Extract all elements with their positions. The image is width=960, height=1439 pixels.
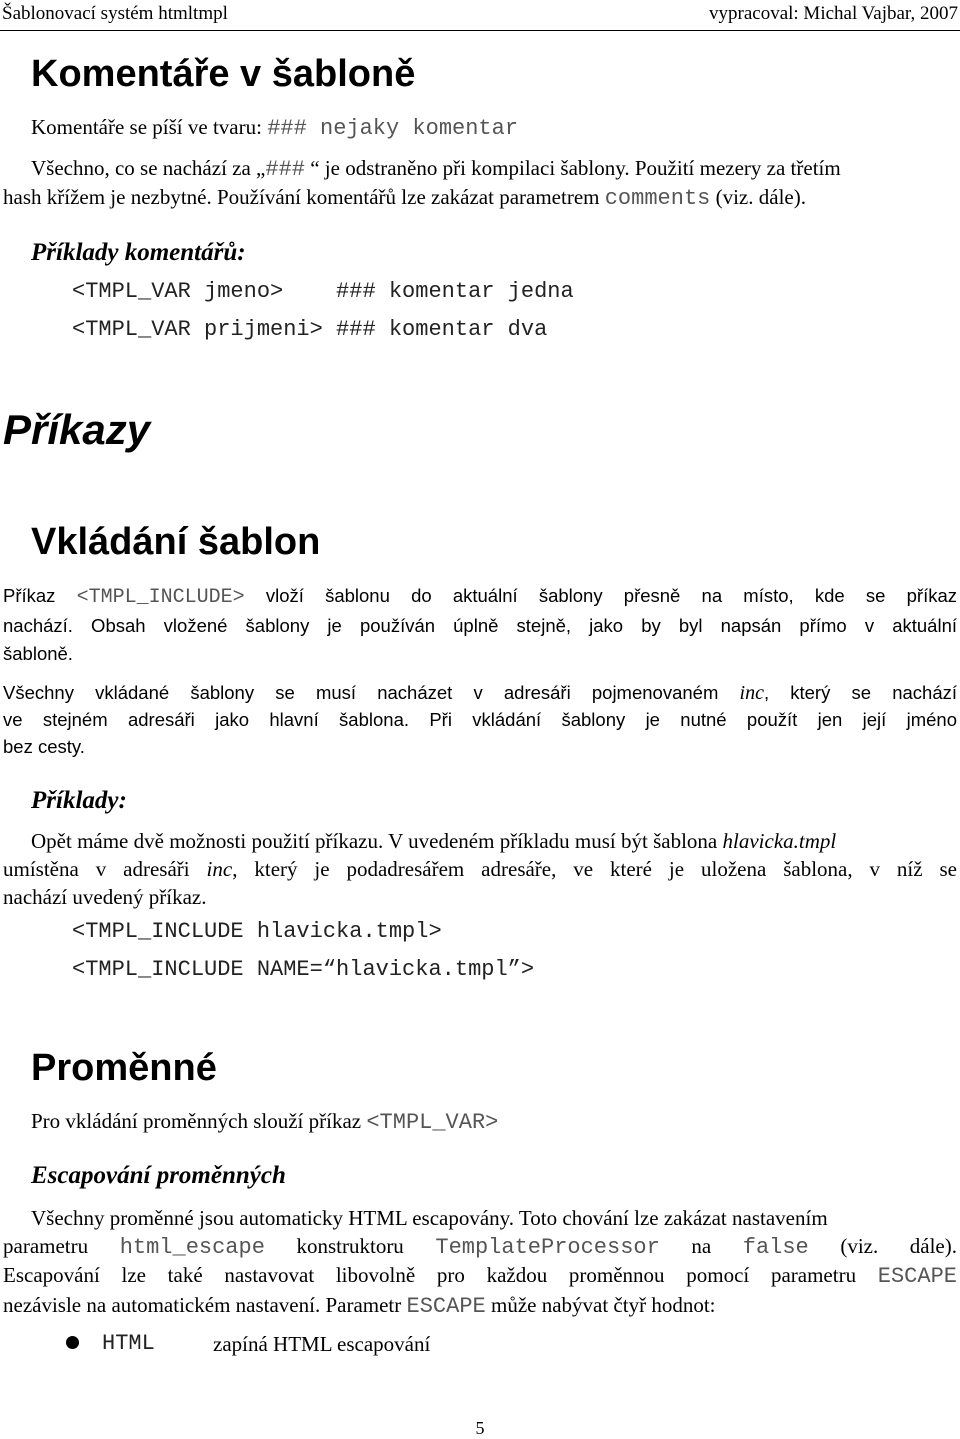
include-paragraph-line-4 <box>3 680 957 706</box>
inline-code: comments <box>604 186 711 211</box>
inline-code: ESCAPE <box>877 1264 957 1289</box>
text-run: konstruktoru <box>264 1234 436 1258</box>
include-paragraph-line-2: nachází. Obsah vložené šablony je používán úplně stejně, jako by byl napsán přímo v aktuální <box>3 615 957 636</box>
text-run: Všechno, co se nachází za „ <box>31 156 266 180</box>
section-title-variables: Proměnné <box>31 1047 217 1089</box>
section-title-commands: Příkazy <box>3 406 151 453</box>
comments-paragraph-line-2 <box>3 184 806 212</box>
emphasis: inc <box>739 682 764 704</box>
emphasis: hlavicka.tmpl <box>722 829 837 853</box>
include-examples-line-2 <box>3 856 957 882</box>
code-line: <TMPL_VAR jmeno> ### komentar jedna <box>72 279 574 304</box>
inline-code: ### <box>265 157 305 182</box>
comments-intro-code: ### nejaky komentar <box>267 116 519 141</box>
escape-section-title: Escapování proměnných <box>31 1162 286 1189</box>
text-run: Příkaz <box>3 585 77 606</box>
escape-option-description: zapíná HTML escapování <box>213 1332 431 1356</box>
comments-intro-text: Komentáře se píší ve tvaru: <box>31 115 268 139</box>
inline-code: TemplateProcessor <box>435 1235 660 1260</box>
include-examples-line-3: nachází uvedený příkaz. <box>3 885 207 909</box>
text-run: na <box>659 1234 743 1258</box>
text-run: (viz. dále). <box>710 185 806 209</box>
include-paragraph-line-5: ve stejném adresáři jako hlavní šablona. Při vkládání šablony je nutné použít jen její jméno <box>3 709 957 730</box>
include-examples-title: Příklady: <box>31 787 127 814</box>
comments-paragraph-line-1 <box>31 155 841 183</box>
escape-paragraph-line-4 <box>3 1292 716 1320</box>
code-line: <TMPL_VAR prijmeni> ### komentar dva <box>72 317 548 342</box>
text-run: nezávisle na automatickém nastavení. Parametr <box>3 1293 407 1317</box>
include-paragraph-line-1 <box>3 583 957 611</box>
text-run: umístěna v adresáři <box>3 857 207 881</box>
section-title-include: Vkládání šablon <box>31 521 321 563</box>
text-run: , který se nachází <box>763 682 957 703</box>
text-run: vloží šablonu do aktuální šablony přesně na místo, kde se příkaz <box>244 585 957 606</box>
header-rule <box>0 30 960 31</box>
escape-option-code: HTML <box>102 1331 155 1356</box>
inline-code: ESCAPE <box>406 1294 486 1319</box>
comments-examples-title: Příklady komentářů: <box>31 239 246 266</box>
emphasis: inc <box>206 857 233 881</box>
include-paragraph-line-3: šabloně. <box>3 643 73 664</box>
escape-paragraph-line-1: Všechny proměnné jsou automaticky HTML escapovány. Toto chování lze zakázat nastavením <box>31 1206 828 1230</box>
text-run: hash křížem je nezbytné. Používání komentářů lze zakázat parametrem <box>3 185 605 209</box>
text-run: (viz. dále). <box>808 1234 957 1258</box>
bullet-icon <box>66 1336 79 1349</box>
code-line: <TMPL_INCLUDE hlavicka.tmpl> <box>72 919 442 944</box>
code-line: <TMPL_INCLUDE NAME=“hlavicka.tmpl”> <box>72 957 535 982</box>
include-paragraph-line-6: bez cesty. <box>3 736 85 757</box>
inline-code: <TMPL_INCLUDE> <box>76 586 245 609</box>
variables-intro <box>31 1108 498 1136</box>
comments-intro <box>31 114 518 142</box>
header-author: vypracoval: Michal Vajbar, 2007 <box>709 3 958 24</box>
inline-code: false <box>742 1235 809 1260</box>
header-title: Šablonovací systém htmltmpl <box>2 3 228 24</box>
inline-code: <TMPL_VAR> <box>366 1110 499 1135</box>
text-run: Escapování lze také nastavovat libovolně pro každou proměnnou pomocí parametru <box>3 1263 878 1287</box>
section-title-comments: Komentáře v šabloně <box>31 53 416 95</box>
text-run: Pro vkládání proměnných slouží příkaz <box>31 1109 367 1133</box>
text-run: parametru <box>3 1234 120 1258</box>
running-header <box>2 2 958 26</box>
escape-paragraph-line-3 <box>3 1262 957 1290</box>
text-run: Všechny vkládané šablony se musí nacházet v adresáři pojmenovaném <box>3 682 740 703</box>
text-run: , který je podadresářem adresáře, ve které je uložena šablona, v níž se <box>232 857 957 881</box>
page-number: 5 <box>475 1418 485 1438</box>
text-run: “ je odstraněno při kompilaci šablony. Použití mezery za třetím <box>304 156 841 180</box>
include-examples-line-1 <box>31 828 836 854</box>
text-run: může nabývat čtyř hodnot: <box>485 1293 716 1317</box>
escape-paragraph-line-2 <box>3 1233 957 1261</box>
inline-code: html_escape <box>119 1235 265 1260</box>
text-run: Opět máme dvě možnosti použití příkazu. V uvedeném příkladu musí být šablona <box>31 829 723 853</box>
